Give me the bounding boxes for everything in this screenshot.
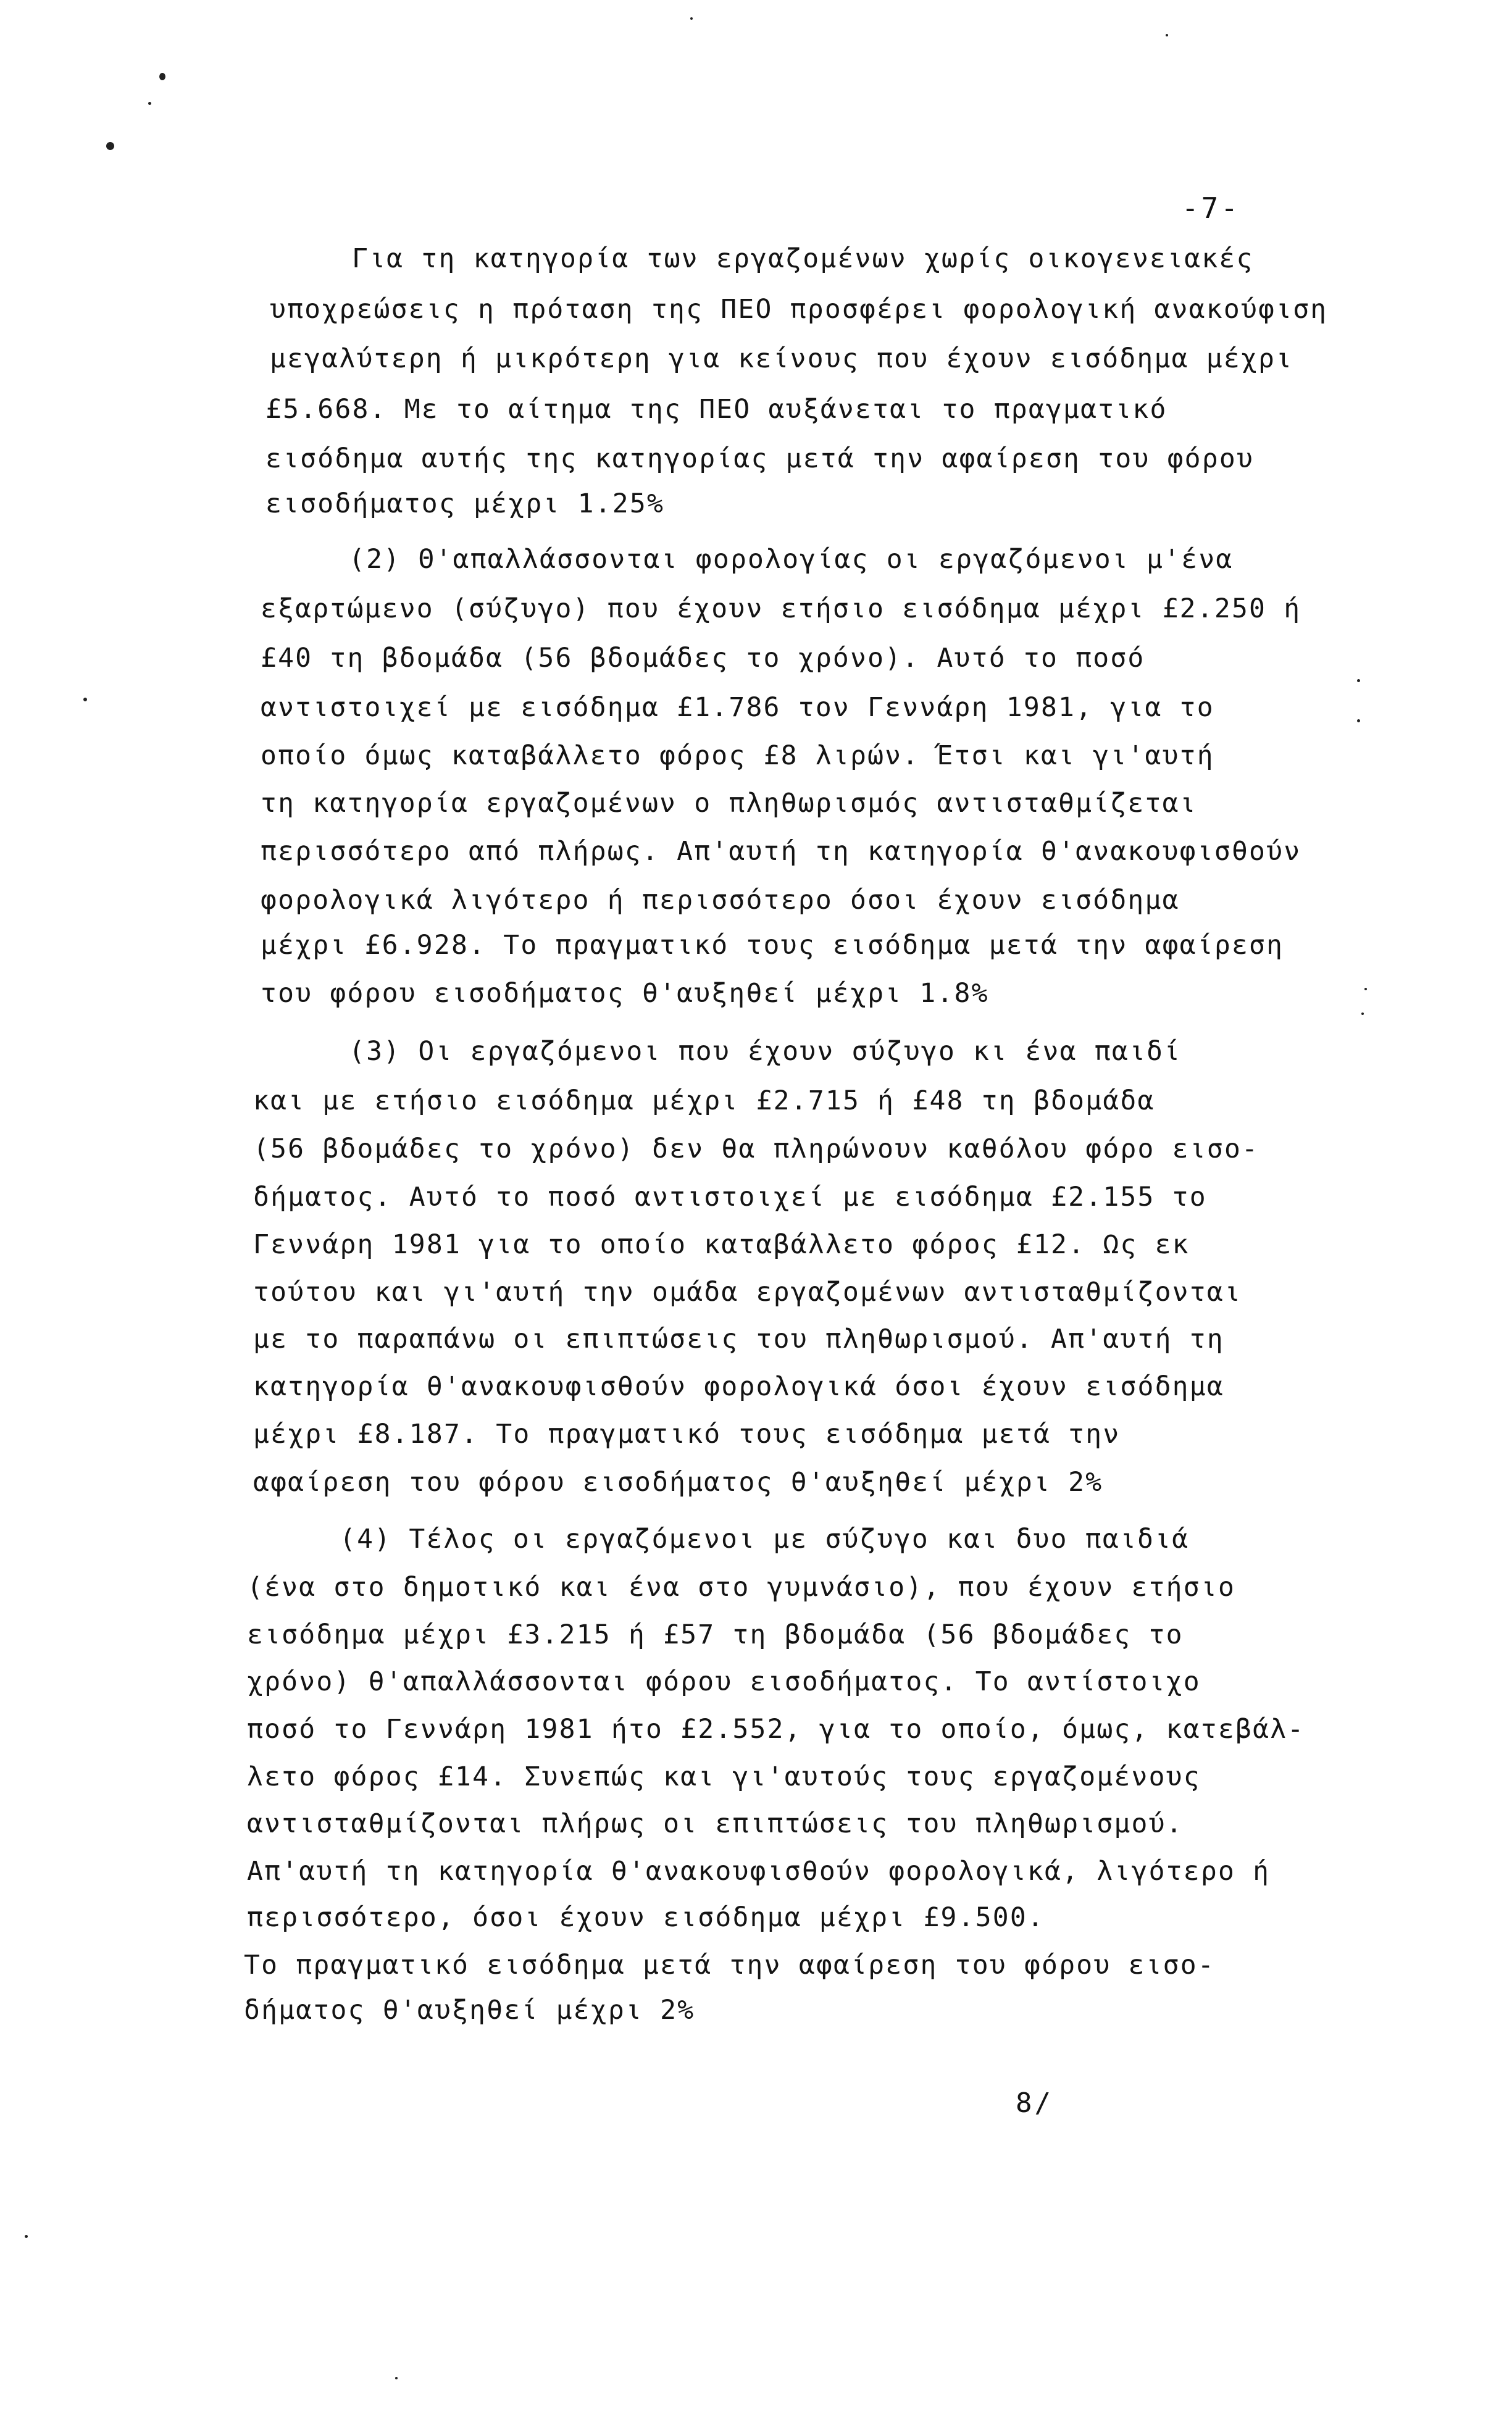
- scan-speck: [1361, 1012, 1364, 1015]
- text-line: υποχρεώσεις η πρόταση της ΠΕΟ προσφέρει φορολογική ανακούφιση: [270, 294, 1328, 325]
- text-line: £40 τη βδομάδα (56 βδομάδες το χρόνο). Αυτό το ποσό: [261, 643, 1145, 674]
- text-line: τη κατηγορία εργαζομένων ο πληθωρισμός αντισταθμίζεται: [261, 788, 1197, 819]
- text-line: αφαίρεση του φόρου εισοδήματος θ'αυξηθεί μέχρι 2%: [253, 1467, 1103, 1498]
- scan-speck: [1166, 34, 1168, 36]
- text-line: μεγαλύτερη ή μικρότερη για κείνους που έχουν εισόδημα μέχρι: [270, 343, 1293, 374]
- text-line: ποσό το Γεννάρη 1981 ήτο £2.552, για το οποίο, όμως, κατεβάλ-: [247, 1714, 1305, 1745]
- text-line: περισσότερο, όσοι έχουν εισόδημα μέχρι £9.500.: [247, 1902, 1045, 1933]
- scan-speck: [690, 17, 693, 20]
- text-line: (ένα στο δημοτικό και ένα στο γυμνάσιο), που έχουν ετήσιο: [247, 1572, 1236, 1603]
- text-line: χρόνο) θ'απαλλάσσονται φόρου εισοδήματος. Το αντίστοιχο: [247, 1666, 1201, 1697]
- text-line: (4) Τέλος οι εργαζόμενοι με σύζυγο και δυο παιδιά: [340, 1524, 1190, 1555]
- scan-speck: [1357, 679, 1360, 682]
- text-line: κατηγορία θ'ανακουφισθούν φορολογικά όσοι έχουν εισόδημα: [253, 1371, 1224, 1402]
- text-line: εξαρτώμενο (σύζυγο) που έχουν ετήσιο εισόδημα μέχρι £2.250 ή: [261, 593, 1301, 624]
- scan-speck: [1364, 988, 1367, 990]
- text-line: Για τη κατηγορία των εργαζομένων χωρίς οικογενειακές: [352, 243, 1254, 274]
- scan-speck: [1357, 719, 1360, 722]
- text-line: £5.668. Με το αίτημα της ΠΕΟ αυξάνεται το πραγματικό: [265, 394, 1167, 425]
- text-line: μέχρι £8.187. Το πραγματικό τους εισόδημα μετά την: [253, 1419, 1121, 1450]
- text-line: μέχρι £6.928. Το πραγματικό τους εισόδημα μετά την αφαίρεση: [261, 930, 1284, 961]
- text-line: περισσότερο από πλήρως. Απ'αυτή τη κατηγορία θ'ανακουφισθούν: [261, 836, 1301, 867]
- text-line: Το πραγματικό εισόδημα μετά την αφαίρεση του φόρου εισο-: [244, 1950, 1215, 1981]
- scan-speck: [159, 73, 165, 80]
- scan-speck: [25, 2235, 28, 2238]
- text-line: αντισταθμίζονται πλήρως οι επιπτώσεις του πληθωρισμού.: [247, 1808, 1184, 1839]
- text-line: (56 βδομάδες το χρόνο) δεν θα πληρώνουν καθόλου φόρο εισο-: [253, 1134, 1259, 1164]
- scan-speck: [148, 102, 151, 105]
- text-line: εισόδημα μέχρι £3.215 ή £57 τη βδομάδα (56 βδομάδες το: [247, 1619, 1184, 1650]
- text-line: δήματος. Αυτό το ποσό αντιστοιχεί με εισόδημα £2.155 το: [253, 1182, 1207, 1213]
- text-line: Απ'αυτή τη κατηγορία θ'ανακουφισθούν φορολογικά, λιγότερο ή: [247, 1856, 1271, 1887]
- text-line: με το παραπάνω οι επιπτώσεις του πληθωρισμού. Απ'αυτή τη: [253, 1324, 1224, 1355]
- text-line: (2) Θ'απαλλάσσονται φορολογίας οι εργαζόμενοι μ'ένα: [349, 544, 1234, 575]
- text-line: αντιστοιχεί με εισόδημα £1.786 τον Γεννάρη 1981, για το: [261, 692, 1214, 723]
- text-line: λετο φόρος £14. Συνεπώς και γι'αυτούς τους εργαζομένους: [247, 1761, 1201, 1792]
- scan-speck: [395, 2377, 398, 2379]
- text-line: δήματος θ'αυξηθεί μέχρι 2%: [244, 1995, 695, 2026]
- text-line: φορολογικά λιγότερο ή περισσότερο όσοι έχουν εισόδημα: [261, 885, 1180, 916]
- text-line: Γεννάρη 1981 για το οποίο καταβάλλετο φόρος £12. Ως εκ: [253, 1229, 1190, 1260]
- scan-speck: [83, 698, 87, 701]
- text-line: εισόδημα αυτής της κατηγορίας μετά την αφαίρεση του φόρου: [265, 443, 1255, 474]
- text-line: εισοδήματος μέχρι 1.25%: [265, 488, 665, 519]
- text-line: τούτου και γι'αυτή την ομάδα εργαζομένων αντισταθμίζονται: [253, 1277, 1242, 1308]
- scan-speck: [106, 142, 114, 150]
- text-line: (3) Οι εργαζόμενοι που έχουν σύζυγο κι ένα παιδί: [349, 1036, 1182, 1067]
- continuation-marker: 8/: [1016, 2087, 1053, 2119]
- page-number: -7-: [1181, 191, 1240, 225]
- text-line: και με ετήσιο εισόδημα μέχρι £2.715 ή £48 τη βδομάδα: [253, 1085, 1155, 1116]
- text-line: οποίο όμως καταβάλλετο φόρος £8 λιρών. Έτσι και γι'αυτή: [261, 740, 1214, 771]
- text-line: του φόρου εισοδήματος θ'αυξηθεί μέχρι 1.8%: [261, 978, 989, 1009]
